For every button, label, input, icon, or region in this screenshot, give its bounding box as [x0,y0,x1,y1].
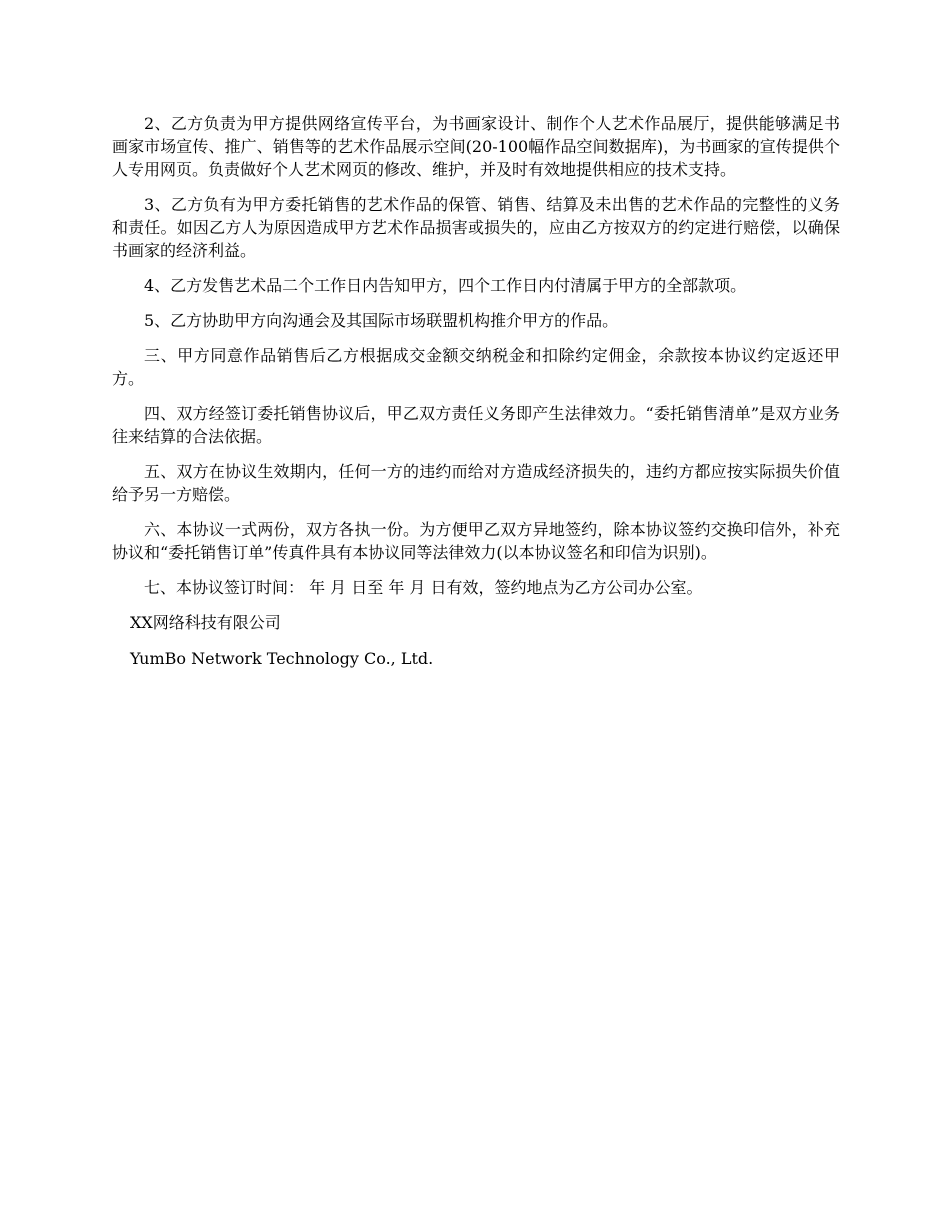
clause-paragraph: 3、乙方负有为甲方委托销售的艺术作品的保管、销售、结算及未出售的艺术作品的完整性的义务和责任。如因乙方人为原因造成甲方艺术作品损害或损失的，应由乙方按双方的约定进行赔偿，以确保书画家的经济利益。 [112,195,840,260]
clause-paragraph: 五、双方在协议生效期内，任何一方的违约而给对方造成经济损失的，违约方都应按实际损失价值给予另一方赔偿。 [112,462,840,504]
clause-paragraph: 六、本协议一式两份，双方各执一份。为方便甲乙双方异地签约，除本协议签约交换印信外，补充协议和“委托销售订单”传真件具有本协议同等法律效力(以本协议签名和印信为识别)。 [112,520,840,562]
document-body [112,112,840,670]
clause-paragraph: 四、双方经签订委托销售协议后，甲乙双方责任义务即产生法律效力。“委托销售清单”是双方业务往来结算的合法依据。 [112,404,840,446]
clause-paragraph: 4、乙方发售艺术品二个工作日内告知甲方，四个工作日内付清属于甲方的全部款项。 [144,276,747,295]
company-name-english: YumBo Network Technology Co., Ltd. [130,649,434,668]
clause-paragraph: 三、甲方同意作品销售后乙方根据成交金额交纳税金和扣除约定佣金，余款按本协议约定返还甲方。 [112,346,840,388]
clause-paragraph: 2、乙方负责为甲方提供网络宣传平台，为书画家设计、制作个人艺术作品展厅，提供能够满足书画家市场宣传、推广、销售等的艺术作品展示空间(20-100幅作品空间数据库)，为书画家的宣传提供个人专用网页。负责做好个人艺术网页的修改、维护，并及时有效地提供相应的技术支持。 [112,114,840,179]
clause-paragraph: 5、乙方协助甲方向沟通会及其国际市场联盟机构推介甲方的作品。 [144,311,619,330]
clause-paragraph: 七、本协议签订时间： 年 月 日至 年 月 日有效，签约地点为乙方公司办公室。 [144,578,703,597]
company-name-chinese: XX网络科技有限公司 [130,613,281,632]
